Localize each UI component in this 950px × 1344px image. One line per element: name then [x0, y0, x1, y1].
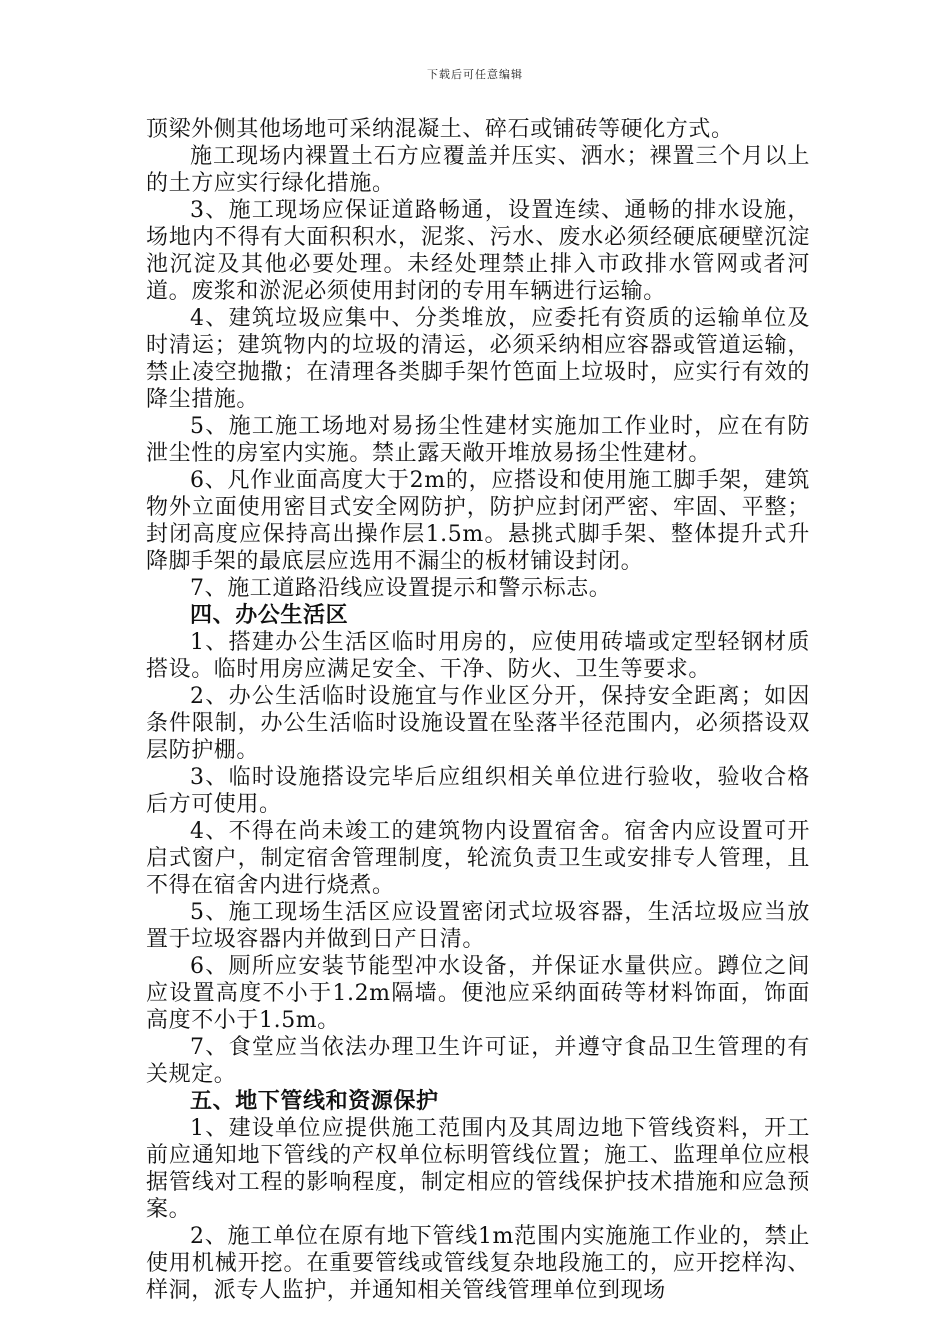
paragraph: 3、施工现场应保证道路畅通，设置连续、通畅的排水设施，场地内不得有大面积积水，泥浆、污水、废水必须经硬底硬壁沉淀池沉淀及其他必要处理。未经处理禁止排入市政排水管网或者河道。废浆和淤泥必须使用封闭的专用车辆进行运输。: [146, 198, 810, 304]
paragraph: 5、施工施工场地对易扬尘性建材实施加工作业时，应在有防泄尘性的房室内实施。禁止露天敞开堆放易扬尘性建材。: [146, 414, 810, 466]
paragraph: 7、施工道路沿线应设置提示和警示标志。: [190, 576, 612, 601]
page-header: 下载后可任意编辑: [427, 68, 523, 81]
paragraph: 4、建筑垃圾应集中、分类堆放，应委托有资质的运输单位及时清运；建筑物内的垃圾的清运，必须采纳相应容器或管道运输，禁止凌空抛撒；在清理各类脚手架竹笆面上垃圾时，应实行有效的降尘措施。: [146, 306, 810, 412]
paragraph: 1、搭建办公生活区临时用房的，应使用砖墙或定型轻钢材质搭设。临时用房应满足安全、干净、防火、卫生等要求。: [146, 630, 810, 682]
paragraph: 施工现场内裸置土石方应覆盖并压实、洒水；裸置三个月以上的土方应实行绿化措施。: [146, 144, 810, 196]
paragraph: 6、厕所应安装节能型冲水设备，并保证水量供应。蹲位之间应设置高度不小于1.2m隔墙。便池应采纳面砖等材料饰面，饰面高度不小于1.5m。: [146, 954, 810, 1033]
paragraph: 顶梁外侧其他场地可采纳混凝土、碎石或铺砖等硬化方式。: [146, 117, 734, 142]
section-heading-office-living: 四、办公生活区: [190, 603, 349, 628]
section-heading-underground-pipelines: 五、地下管线和资源保护: [190, 1089, 439, 1114]
paragraph: 7、食堂应当依法办理卫生许可证，并遵守食品卫生管理的有关规定。: [146, 1035, 810, 1087]
document-body: [146, 116, 810, 1304]
paragraph: 5、施工现场生活区应设置密闭式垃圾容器，生活垃圾应当放置于垃圾容器内并做到日产日清。: [146, 900, 810, 952]
paragraph: 6、凡作业面高度大于2m的，应搭设和使用施工脚手架，建筑物外立面使用密目式安全网防护，防护应封闭严密、牢固、平整；封闭高度应保持高出操作层1.5m。悬挑式脚手架、整体提升式升降脚手架的最底层应选用不漏尘的板材铺设封闭。: [146, 468, 810, 574]
paragraph: 4、不得在尚未竣工的建筑物内设置宿舍。宿舍内应设置可开启式窗户，制定宿舍管理制度，轮流负责卫生或安排专人管理，且不得在宿舍内进行烧煮。: [146, 819, 810, 898]
paragraph: 2、施工单位在原有地下管线1m范围内实施施工作业的，禁止使用机械开挖。在重要管线或管线复杂地段施工的，应开挖样沟、样洞，派专人监护，并通知相关管线管理单位到现场: [146, 1224, 810, 1303]
paragraph: 1、建设单位应提供施工范围内及其周边地下管线资料，开工前应通知地下管线的产权单位标明管线位置；施工、监理单位应根据管线对工程的影响程度，制定相应的管线保护技术措施和应急预案。: [146, 1116, 810, 1222]
paragraph: 3、临时设施搭设完毕后应组织相关单位进行验收，验收合格后方可使用。: [146, 765, 810, 817]
paragraph: 2、办公生活临时设施宜与作业区分开，保持安全距离；如因条件限制，办公生活临时设施设置在坠落半径范围内，必须搭设双层防护棚。: [146, 684, 810, 763]
